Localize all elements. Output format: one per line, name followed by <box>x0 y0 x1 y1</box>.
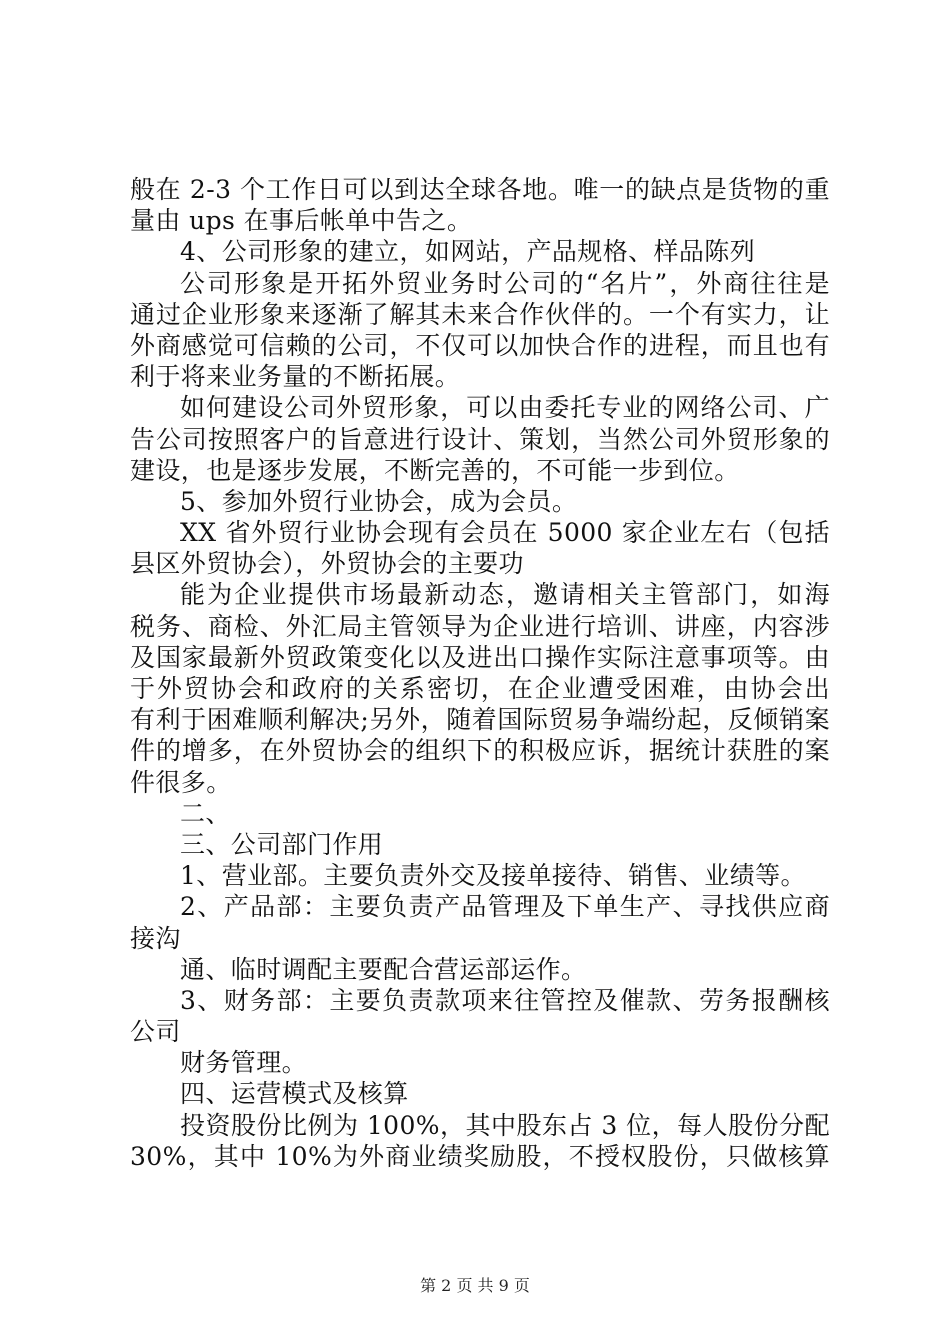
text-line: 接沟 <box>130 923 181 953</box>
text-line: 三、公司部门作用 <box>180 829 384 859</box>
text-line: 县区外贸协会），外贸协会的主要功 <box>130 549 524 579</box>
text-line: 建设，也是逐步发展，不断完善的，不可能一步到位。 <box>130 455 740 485</box>
text-line: 5、参加外贸行业协会，成为会员。 <box>180 486 578 516</box>
text-line: 利于将来业务量的不断拓展。 <box>130 362 461 392</box>
text-line: 般在 2-3 个工作日可以到达全球各地。唯一的缺点是货物的重 <box>130 175 830 204</box>
text-line: 件的增多，在外贸协会的组织下的积极应诉，据统计获胜的案 <box>130 736 830 766</box>
text-line: 于外贸协会和政府的关系密切，在企业遭受困难，由协会出 <box>130 674 830 703</box>
text-line: 3、财务部：主要负责款项来往管控及催款、劳务报酬核 <box>180 985 830 1015</box>
text-line: 1、营业部。主要负责外交及接单接待、销售、业绩等。 <box>180 861 806 891</box>
text-line: 能为企业提供市场最新动态，邀请相关主管部门，如海 <box>180 580 830 610</box>
text-line: 及国家最新外贸政策变化以及进出口操作实际注意事项等。由 <box>130 642 830 672</box>
text-line: 外商感觉可信赖的公司，不仅可以加快合作的进程，而且也有 <box>130 330 830 360</box>
text-line: XX 省外贸行业协会现有会员在 5000 家企业左右（包括 <box>180 518 830 548</box>
text-line: 件很多。 <box>130 767 232 797</box>
text-line: 告公司按照客户的旨意进行设计、策划，当然公司外贸形象的 <box>130 424 830 454</box>
page-number-footer: 第 2 页 共 9 页 <box>420 1276 530 1295</box>
text-line: 公司 <box>130 1017 181 1047</box>
text-line: 有利于困难顺利解决;另外，随着国际贸易争端纷起，反倾销案 <box>130 705 830 735</box>
text-line: 公司形象是开拓外贸业务时公司的“名片”，外商往往是 <box>180 268 830 298</box>
text-line: 2、产品部：主要负责产品管理及下单生产、寻找供应商 <box>180 892 830 922</box>
document-body <box>130 174 830 1172</box>
text-line: 4、公司形象的建立，如网站，产品规格、样品陈列 <box>180 237 756 267</box>
text-line: 如何建设公司外贸形象，可以由委托专业的网络公司、广 <box>180 393 830 423</box>
text-line: 二、 <box>180 798 231 828</box>
text-line: 财务管理。 <box>180 1048 308 1078</box>
text-line: 四、运营模式及核算 <box>180 1079 409 1109</box>
text-line: 量由 ups 在事后帐单中告之。 <box>130 206 473 236</box>
text-line: 30%，其中 10%为外商业绩奖励股，不授权股份，只做核算 <box>130 1141 830 1171</box>
text-line: 通过企业形象来逐渐了解其未来合作伙伴的。一个有实力，让 <box>130 299 830 329</box>
text-line: 税务、商检、外汇局主管领导为企业进行培训、讲座，内容涉 <box>130 611 830 641</box>
text-line: 通、临时调配主要配合营运部运作。 <box>180 954 587 984</box>
text-line: 投资股份比例为 100%，其中股东占 3 位，每人股份分配 <box>180 1110 830 1140</box>
